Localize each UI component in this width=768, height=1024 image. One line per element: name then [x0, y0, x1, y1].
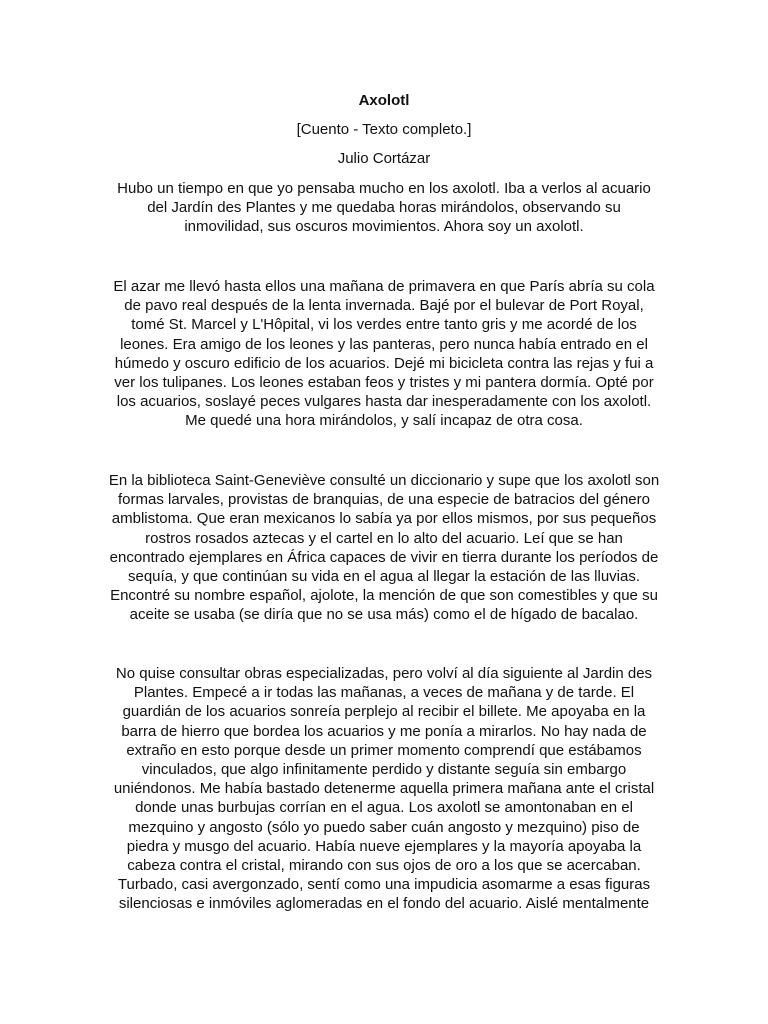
text-line: El azar me llevó hasta ellos una mañana de primavera en que París abría su cola — [113, 278, 655, 295]
text-line: de pavo real después de la lenta invernada. Bajé por el bulevar de Port Royal, — [124, 297, 644, 315]
text-line: leones. Era amigo de los leones y las panteras, pero nunca había entrado en el — [120, 335, 648, 353]
text-line: No quise consultar obras especializadas, pero volví al día siguiente al Jardin des — [115, 665, 653, 682]
text-line: los acuarios, soslayé peces vulgares hasta dar inesperadamente con los axolotl. — [116, 393, 652, 411]
text-line: extraño en esto porque desde un primer momento comprendí que estábamos — [126, 741, 642, 759]
text-line: Me quedé una hora mirándolos, y salí incapaz de otra cosa. — [185, 412, 583, 430]
text-line: silenciosas e inmóviles aglomeradas en el fondo del acuario. Aislé mentalmente — [118, 895, 650, 913]
text-line: Hubo un tiempo en que yo pensaba mucho en los axolotl. Iba a verlos al acuario — [117, 180, 651, 197]
text-line: amblistoma. Que eran mexicanos lo sabía ya por ellos mismos, por sus pequeños — [111, 510, 657, 528]
text-line: sequía, y que continúan su vida en el agua al llegar la estación de las lluvias. — [128, 568, 640, 586]
subtitle: [Cuento - Texto completo.] — [296, 121, 472, 138]
text-line: rostros rosados aztecas y el cartel en lo alto del acuario. Leí que se han — [145, 529, 623, 547]
text-line: ver los tulipanes. Los leones estaban feos y tristes y mi pantera dormía. Opté por — [114, 374, 654, 392]
text-line: donde unas burbujas corrían en el agua. Los axolotl se amontonaban en el — [135, 799, 633, 817]
text-line: aceite se usaba (se diría que no se usa más) como el de hígado de bacalao. — [129, 606, 639, 624]
text-line: vinculados, que algo infinitamente perdido y distante seguía sin embargo — [141, 761, 627, 779]
text-line: inmovilidad, sus oscuros movimientos. Ahora soy un axolotl. — [184, 218, 584, 236]
text-line: cabeza contra el cristal, mirando con sus ojos de oro a los que se acercaban. — [127, 857, 641, 875]
text-line: encontrado ejemplares en África capaces de vivir en tierra durante los períodos de — [109, 548, 659, 566]
paragraph-2 — [0, 277, 768, 431]
text-line: En la biblioteca Saint-Geneviève consulté un diccionario y supe que los axolotl son — [108, 472, 660, 489]
text-line: uniéndonos. Me había bastado detenerme aquella primera mañana ante el cristal — [113, 780, 655, 798]
text-line: piedra y musgo del acuario. Había nueve ejemplares y la mayoría apoyaba la — [126, 837, 642, 855]
text-line: formas larvales, provistas de branquias, de una especie de batracios del género — [118, 491, 650, 509]
page-title: Axolotl — [358, 92, 410, 109]
text-line: Turbado, casi avergonzado, sentí como una impudicia asomarme a esas figuras — [117, 876, 651, 894]
text-line: barra de hierro que bordea los acuarios y me ponía a mirarlos. No hay nada de — [121, 722, 647, 740]
text-line: húmedo y oscuro edificio de los acuarios. Dejé mi bicicleta contra las rejas y fui a — [114, 354, 654, 372]
text-line: Encontré su nombre español, ajolote, la mención de que son comestibles y que su — [110, 587, 658, 605]
text-line: del Jardín des Plantes y me quedaba horas mirándolos, observando su — [147, 199, 621, 217]
text-line: Plantes. Empecé a ir todas las mañanas, a veces de mañana y de tarde. El — [133, 684, 635, 702]
paragraph-3 — [0, 471, 768, 625]
paragraph-4 — [0, 664, 768, 914]
text-line: guardián de los acuarios sonreía perplejo al recibir el billete. Me apoyaba en la — [122, 703, 646, 721]
author-name: Julio Cortázar — [337, 150, 431, 167]
text-line: mezquino y angosto (sólo yo puedo saber cuán angosto y mezquino) piso de — [128, 818, 640, 836]
text-line: tomé St. Marcel y L'Hôpital, vi los verdes entre tanto gris y me acordé de los — [131, 316, 637, 334]
paragraph-1 — [0, 179, 768, 237]
